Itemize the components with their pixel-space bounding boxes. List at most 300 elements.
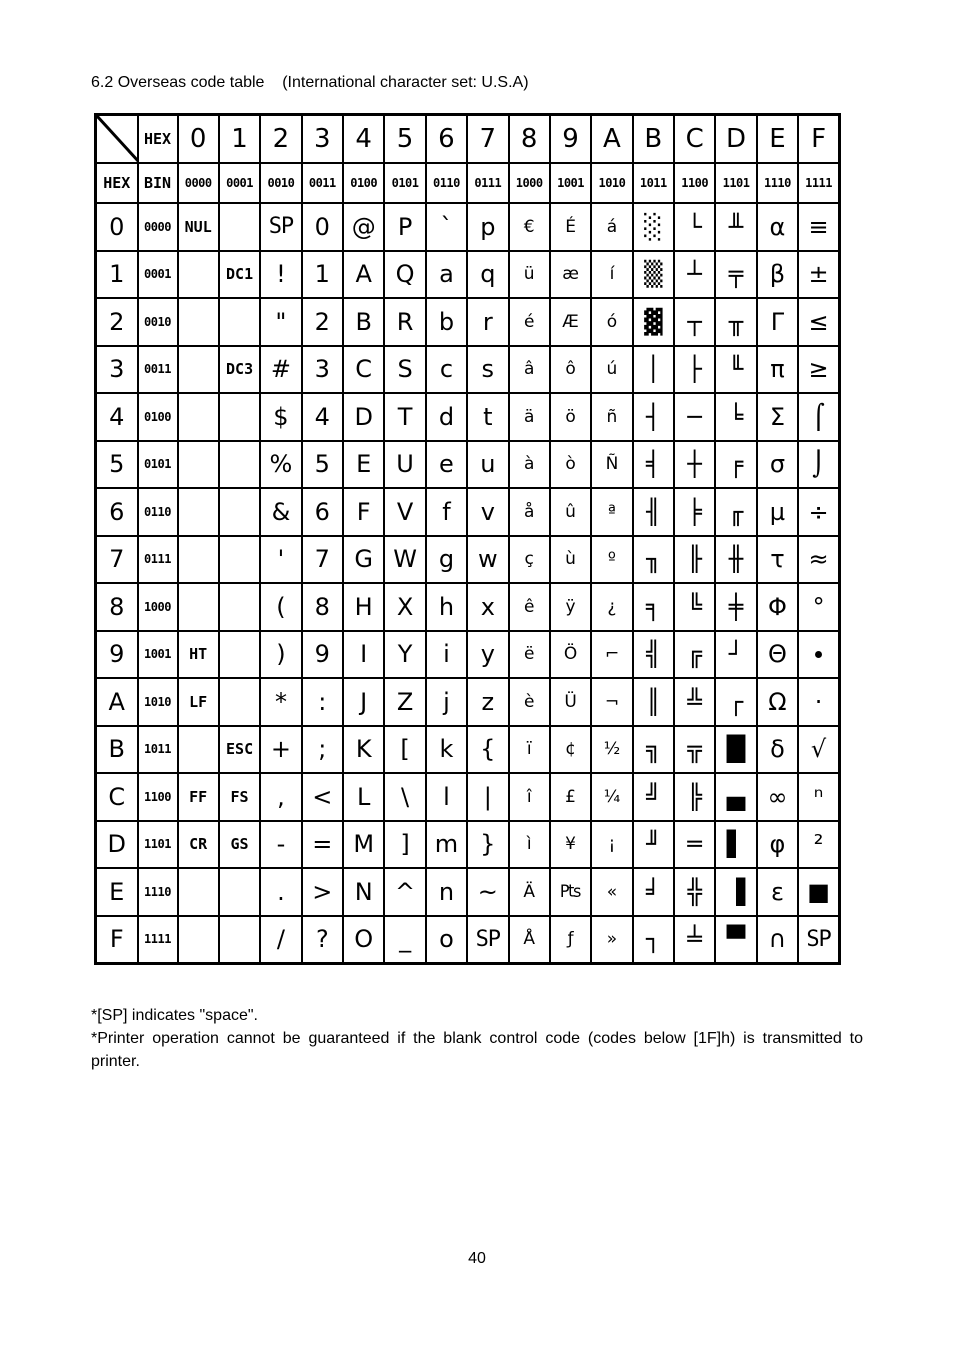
character-cell: ¼ [591, 773, 632, 821]
character-cell: Æ [550, 298, 591, 346]
character-cell: ■ [798, 868, 839, 916]
character-cell [219, 393, 260, 441]
character-cell: ÿ [550, 583, 591, 631]
character-cell: █ [715, 726, 756, 774]
character-cell: π [757, 346, 798, 394]
character-cell: ╔ [674, 631, 715, 679]
column-bin-header: 1100 [674, 163, 715, 203]
character-cell: ≤ [798, 298, 839, 346]
character-cell: ╛ [633, 868, 674, 916]
character-cell: ▓ [633, 298, 674, 346]
column-bin-header: 0100 [343, 163, 384, 203]
character-cell: 3 [302, 346, 343, 394]
control-code-cell: HT [178, 631, 219, 679]
control-code-cell: NUL [178, 203, 219, 251]
character-cell: _ [384, 916, 425, 964]
row-bin-header: 1000 [138, 583, 178, 631]
character-cell [178, 298, 219, 346]
character-cell: 1 [302, 251, 343, 299]
character-cell: ⌡ [798, 441, 839, 489]
character-cell: \ [384, 773, 425, 821]
column-bin-header: 0111 [467, 163, 508, 203]
character-cell: ├ [674, 346, 715, 394]
row-bin-header: 1101 [138, 821, 178, 869]
character-cell: σ [757, 441, 798, 489]
column-hex-header: 5 [384, 115, 425, 164]
character-cell: δ [757, 726, 798, 774]
character-cell: Ω [757, 678, 798, 726]
character-cell: ó [591, 298, 632, 346]
row-hex-header: A [96, 678, 138, 726]
character-cell: V [384, 488, 425, 536]
character-cell: û [550, 488, 591, 536]
character-cell: ú [591, 346, 632, 394]
row-hex-header: 7 [96, 536, 138, 584]
character-cell: 8 [302, 583, 343, 631]
character-cell: ▒ [633, 251, 674, 299]
character-cell: N [343, 868, 384, 916]
character-cell: ░ [633, 203, 674, 251]
character-cell: í [591, 251, 632, 299]
character-cell [178, 868, 219, 916]
character-cell: ï [509, 726, 550, 774]
row-bin-header: 1100 [138, 773, 178, 821]
column-bin-header: 1101 [715, 163, 756, 203]
character-cell: Θ [757, 631, 798, 679]
character-cell: ò [550, 441, 591, 489]
character-cell: ╞ [674, 488, 715, 536]
character-cell: X [384, 583, 425, 631]
character-cell: C [343, 346, 384, 394]
character-cell: u [467, 441, 508, 489]
table-row [96, 488, 840, 536]
character-cell [219, 868, 260, 916]
character-cell: Φ [757, 583, 798, 631]
column-bin-header: 0000 [178, 163, 219, 203]
character-cell: [ [384, 726, 425, 774]
character-cell: ▄ [715, 773, 756, 821]
character-cell: ∩ [757, 916, 798, 964]
character-cell: ╗ [633, 726, 674, 774]
character-cell: « [591, 868, 632, 916]
column-hex-header: 6 [426, 115, 467, 164]
character-cell [219, 631, 260, 679]
character-cell: K [343, 726, 384, 774]
character-cell [219, 916, 260, 964]
row-hex-header: E [96, 868, 138, 916]
character-cell: O [343, 916, 384, 964]
character-cell: r [467, 298, 508, 346]
character-cell: Y [384, 631, 425, 679]
column-hex-header: 7 [467, 115, 508, 164]
row-bin-header: 0100 [138, 393, 178, 441]
character-cell: ╟ [674, 536, 715, 584]
character-cell: £ [550, 773, 591, 821]
column-bin-header: 1011 [633, 163, 674, 203]
table-row [96, 298, 840, 346]
row-hex-header: F [96, 916, 138, 964]
character-cell: Q [384, 251, 425, 299]
character-cell: ö [550, 393, 591, 441]
table-row [96, 773, 840, 821]
header-hex-label: HEX [96, 163, 138, 203]
character-cell: R [384, 298, 425, 346]
character-cell: i [426, 631, 467, 679]
character-cell: SP [467, 916, 508, 964]
column-hex-header: 3 [302, 115, 343, 164]
character-cell: ¬ [591, 678, 632, 726]
character-cell: " [260, 298, 301, 346]
character-cell: ┐ [633, 916, 674, 964]
control-code-cell: FF [178, 773, 219, 821]
character-cell: m [426, 821, 467, 869]
character-cell: | [467, 773, 508, 821]
character-cell: G [343, 536, 384, 584]
character-cell: ╤ [715, 251, 756, 299]
character-cell: n [426, 868, 467, 916]
column-bin-header: 0011 [302, 163, 343, 203]
character-cell: + [260, 726, 301, 774]
character-cell: ▀ [715, 916, 756, 964]
character-cell: ' [260, 536, 301, 584]
row-bin-header: 0001 [138, 251, 178, 299]
row-bin-header: 1010 [138, 678, 178, 726]
character-cell: ô [550, 346, 591, 394]
character-cell: ½ [591, 726, 632, 774]
column-hex-header: A [591, 115, 632, 164]
row-hex-header: 0 [96, 203, 138, 251]
character-cell: » [591, 916, 632, 964]
corner-hex-label: HEX [138, 115, 178, 164]
row-hex-header: 3 [96, 346, 138, 394]
control-code-cell: LF [178, 678, 219, 726]
page-number: 40 [468, 1250, 486, 1267]
character-cell: h [426, 583, 467, 631]
character-cell: é [509, 298, 550, 346]
character-cell: ▌ [715, 821, 756, 869]
character-cell: t [467, 393, 508, 441]
character-cell: ╡ [633, 441, 674, 489]
table-row [96, 536, 840, 584]
character-cell: ÷ [798, 488, 839, 536]
control-code-cell: CR [178, 821, 219, 869]
character-cell: 2 [302, 298, 343, 346]
character-cell [178, 251, 219, 299]
column-bin-header: 1001 [550, 163, 591, 203]
character-cell: * [260, 678, 301, 726]
section-title: 6.2 Overseas code table (International character set: U.S.A) [91, 74, 529, 91]
control-code-cell: DC1 [219, 251, 260, 299]
row-bin-header: 0110 [138, 488, 178, 536]
character-cell: A [343, 251, 384, 299]
character-cell: W [384, 536, 425, 584]
character-cell: Ñ [591, 441, 632, 489]
table-row [96, 441, 840, 489]
table-row [96, 346, 840, 394]
character-cell: ⌐ [591, 631, 632, 679]
footnote-control-codes: *Printer operation cannot be guaranteed if the blank control code (codes below [1F]h) is transmitted to printer. [91, 1030, 863, 1070]
character-cell: 9 [302, 631, 343, 679]
character-cell: å [509, 488, 550, 536]
character-cell [178, 441, 219, 489]
character-cell: ¡ [591, 821, 632, 869]
character-cell: α [757, 203, 798, 251]
character-cell [219, 441, 260, 489]
column-hex-header: D [715, 115, 756, 164]
character-cell: ƒ [550, 916, 591, 964]
column-hex-header: E [757, 115, 798, 164]
character-cell: ╙ [715, 346, 756, 394]
character-cell: ╓ [715, 488, 756, 536]
column-hex-header: 0 [178, 115, 219, 164]
character-cell: 5 [302, 441, 343, 489]
character-cell: Ü [550, 678, 591, 726]
character-cell: ε [757, 868, 798, 916]
character-cell: ^ [384, 868, 425, 916]
row-bin-header: 1011 [138, 726, 178, 774]
character-cell: ╨ [715, 203, 756, 251]
column-bin-header: 0001 [219, 163, 260, 203]
row-hex-header: 4 [96, 393, 138, 441]
character-cell: % [260, 441, 301, 489]
character-cell: ╚ [674, 583, 715, 631]
character-cell: ║ [633, 678, 674, 726]
character-cell: ┘ [715, 631, 756, 679]
column-hex-header: 9 [550, 115, 591, 164]
character-cell: } [467, 821, 508, 869]
character-cell: $ [260, 393, 301, 441]
table-row [96, 583, 840, 631]
table-row [96, 868, 840, 916]
column-hex-header: B [633, 115, 674, 164]
character-cell: · [798, 678, 839, 726]
table-row [96, 631, 840, 679]
character-cell: ë [509, 631, 550, 679]
table-row [96, 203, 840, 251]
character-cell: E [343, 441, 384, 489]
character-cell: > [302, 868, 343, 916]
row-bin-header: 0111 [138, 536, 178, 584]
character-cell [219, 488, 260, 536]
character-cell: { [467, 726, 508, 774]
character-cell: ┬ [674, 298, 715, 346]
character-cell: ─ [674, 393, 715, 441]
character-cell: U [384, 441, 425, 489]
header-bin-label: BIN [138, 163, 178, 203]
character-cell: € [509, 203, 550, 251]
character-cell: 6 [302, 488, 343, 536]
character-cell: & [260, 488, 301, 536]
row-hex-header: 1 [96, 251, 138, 299]
column-bin-header: 1010 [591, 163, 632, 203]
character-cell: ñ [591, 393, 632, 441]
character-cell: : [302, 678, 343, 726]
character-cell [178, 536, 219, 584]
table-row [96, 251, 840, 299]
character-cell: ┼ [674, 441, 715, 489]
row-bin-header: 0101 [138, 441, 178, 489]
character-cell: ╪ [715, 583, 756, 631]
column-bin-header: 1110 [757, 163, 798, 203]
character-cell: ≡ [798, 203, 839, 251]
character-cell: æ [550, 251, 591, 299]
character-cell [178, 346, 219, 394]
character-cell: ┌ [715, 678, 756, 726]
character-cell: j [426, 678, 467, 726]
character-cell: ╘ [715, 393, 756, 441]
row-hex-header: B [96, 726, 138, 774]
character-cell: b [426, 298, 467, 346]
character-cell: ä [509, 393, 550, 441]
column-hex-header: 1 [219, 115, 260, 164]
character-cell [219, 536, 260, 584]
table-row [96, 678, 840, 726]
character-cell: É [550, 203, 591, 251]
character-cell: ê [509, 583, 550, 631]
character-cell: τ [757, 536, 798, 584]
character-cell: Ä [509, 868, 550, 916]
character-cell: µ [757, 488, 798, 536]
character-cell: ° [798, 583, 839, 631]
character-cell: ] [384, 821, 425, 869]
character-cell: a [426, 251, 467, 299]
character-cell: S [384, 346, 425, 394]
character-cell: ¢ [550, 726, 591, 774]
character-cell: ╩ [674, 678, 715, 726]
character-cell [219, 298, 260, 346]
character-cell: H [343, 583, 384, 631]
character-cell: ╣ [633, 631, 674, 679]
character-cell: 0 [302, 203, 343, 251]
character-cell: 7 [302, 536, 343, 584]
character-cell: F [343, 488, 384, 536]
character-cell [178, 488, 219, 536]
control-code-cell: ESC [219, 726, 260, 774]
character-cell: ╠ [674, 773, 715, 821]
character-cell: ≈ [798, 536, 839, 584]
character-cell: ù [550, 536, 591, 584]
character-cell: < [302, 773, 343, 821]
character-cell: Ö [550, 631, 591, 679]
row-hex-header: 2 [96, 298, 138, 346]
table-row [96, 916, 840, 964]
character-cell: SP [798, 916, 839, 964]
character-cell: ` [426, 203, 467, 251]
character-cell: ² [798, 821, 839, 869]
row-hex-header: 9 [96, 631, 138, 679]
character-cell [219, 203, 260, 251]
character-cell: e [426, 441, 467, 489]
character-cell: / [260, 916, 301, 964]
character-cell: â [509, 346, 550, 394]
character-cell: Σ [757, 393, 798, 441]
column-bin-header: 0010 [260, 163, 301, 203]
row-bin-header: 1001 [138, 631, 178, 679]
row-hex-header: 8 [96, 583, 138, 631]
character-cell: β [757, 251, 798, 299]
character-cell: ═ [674, 821, 715, 869]
character-cell: ∞ [757, 773, 798, 821]
character-cell: ; [302, 726, 343, 774]
character-cell: o [426, 916, 467, 964]
character-cell: J [343, 678, 384, 726]
character-cell: º [591, 536, 632, 584]
character-cell: ¿ [591, 583, 632, 631]
character-cell [178, 916, 219, 964]
character-cell: ₧ [550, 868, 591, 916]
character-cell: ª [591, 488, 632, 536]
row-bin-header: 0011 [138, 346, 178, 394]
character-cell [219, 583, 260, 631]
row-bin-header: 1111 [138, 916, 178, 964]
table-row [96, 821, 840, 869]
character-cell: ╜ [633, 821, 674, 869]
character-cell: P [384, 203, 425, 251]
character-cell: ( [260, 583, 301, 631]
column-bin-header: 0101 [384, 163, 425, 203]
character-cell: └ [674, 203, 715, 251]
character-cell: SP [260, 203, 301, 251]
character-cell: î [509, 773, 550, 821]
column-bin-header: 1000 [509, 163, 550, 203]
character-cell: ! [260, 251, 301, 299]
character-cell: . [260, 868, 301, 916]
character-cell [178, 726, 219, 774]
character-cell: s [467, 346, 508, 394]
character-cell: ? [302, 916, 343, 964]
diagonal-divider [97, 116, 138, 162]
corner-cell [96, 115, 138, 164]
character-cell: ╢ [633, 488, 674, 536]
character-cell: - [260, 821, 301, 869]
character-cell: D [343, 393, 384, 441]
character-cell: ╝ [633, 773, 674, 821]
character-cell: ╦ [674, 726, 715, 774]
character-cell: √ [798, 726, 839, 774]
character-cell: c [426, 346, 467, 394]
character-cell: ç [509, 536, 550, 584]
table-row [96, 393, 840, 441]
character-cell: f [426, 488, 467, 536]
character-cell: ≥ [798, 346, 839, 394]
character-cell: ┴ [674, 251, 715, 299]
character-cell: q [467, 251, 508, 299]
character-cell: w [467, 536, 508, 584]
column-bin-header: 0110 [426, 163, 467, 203]
character-cell: á [591, 203, 632, 251]
character-cell: y [467, 631, 508, 679]
control-code-cell: DC3 [219, 346, 260, 394]
character-cell [178, 393, 219, 441]
character-cell [178, 583, 219, 631]
character-cell: ± [798, 251, 839, 299]
row-bin-header: 0000 [138, 203, 178, 251]
character-cell: l [426, 773, 467, 821]
control-code-cell: FS [219, 773, 260, 821]
character-cell: g [426, 536, 467, 584]
character-cell: I [343, 631, 384, 679]
row-bin-header: 0010 [138, 298, 178, 346]
character-cell: = [302, 821, 343, 869]
character-cell: φ [757, 821, 798, 869]
row-hex-header: 5 [96, 441, 138, 489]
character-cell: ì [509, 821, 550, 869]
column-hex-header: F [798, 115, 839, 164]
character-cell: x [467, 583, 508, 631]
character-cell: à [509, 441, 550, 489]
character-cell [219, 678, 260, 726]
character-cell: k [426, 726, 467, 774]
